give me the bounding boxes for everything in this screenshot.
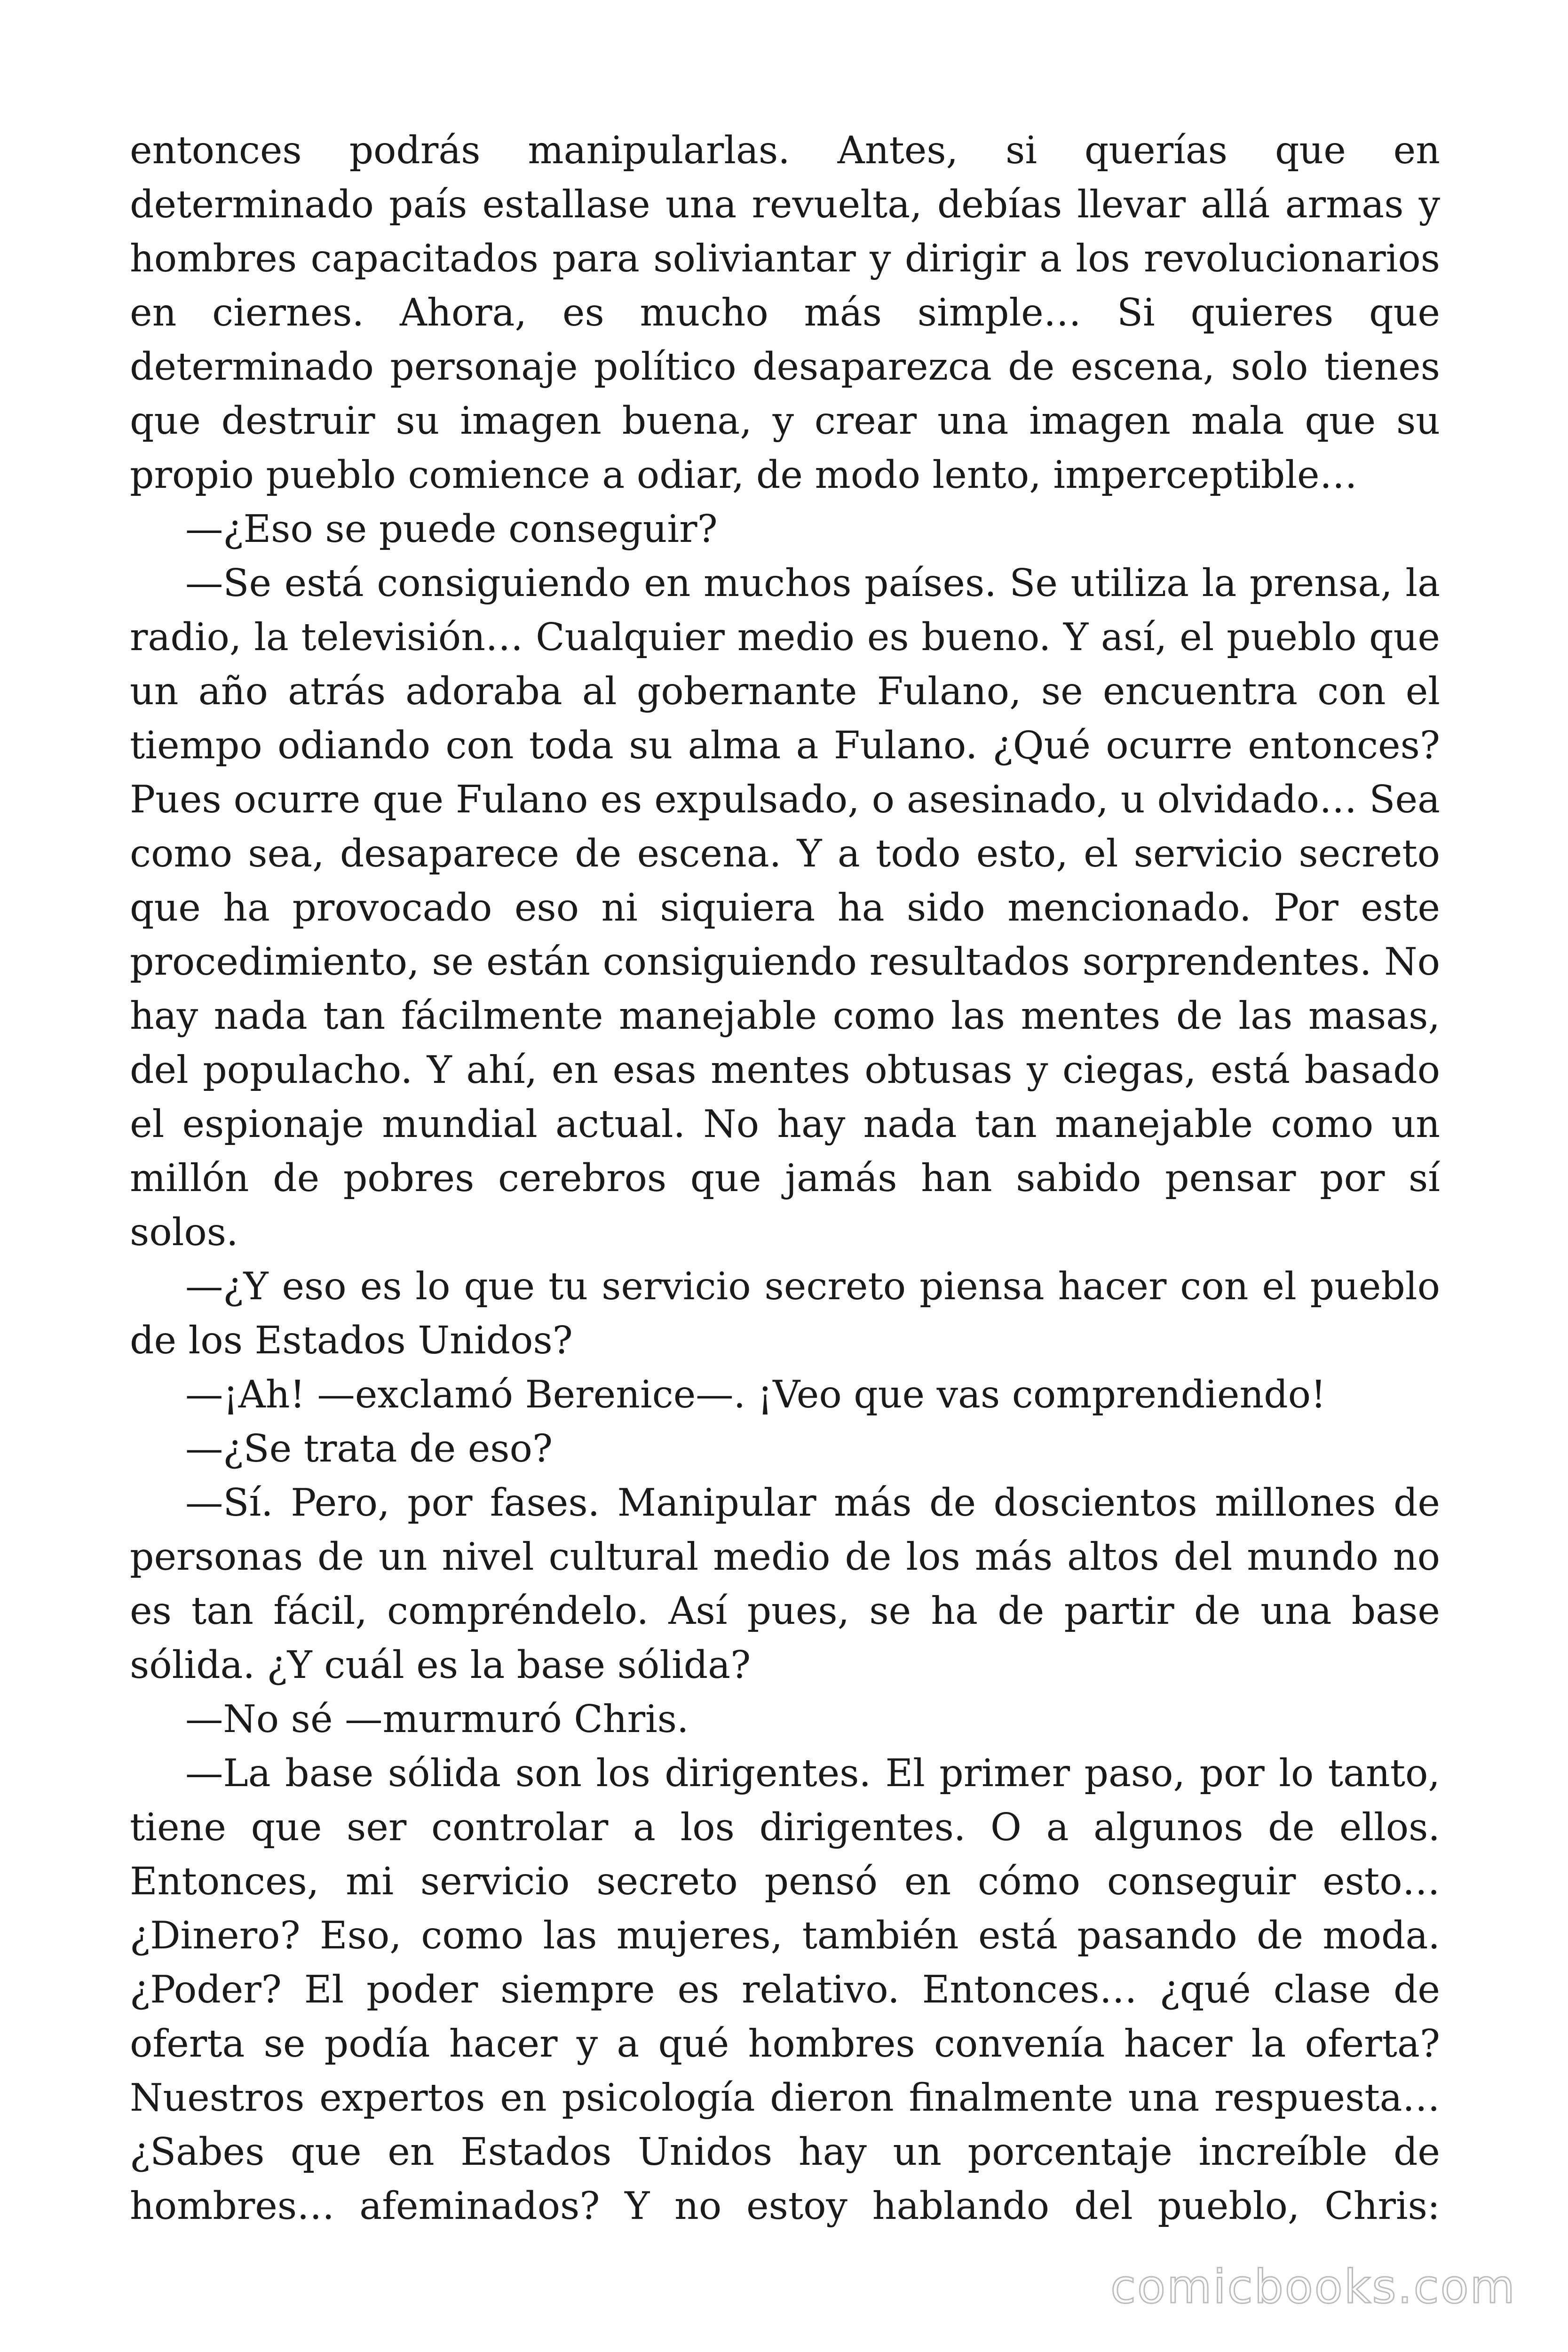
paragraph-8: —No sé —murmuró Chris. [185, 1697, 689, 1741]
paragraph-9: —La base sólida son los dirigentes. El primer paso, por lo tanto, tiene que ser controlar a los dirigentes. O a algunos de ellos. Entonces, mi servicio secreto pensó en cómo conseguir esto… ¿Dinero? Eso, como las mujeres, también está pasando de moda. ¿Poder? El poder siempre es relativo. Entonces… ¿qué clase de oferta se podía hacer y a qué hombres convenía hacer la oferta? Nuestros expertos en psicología dieron finalmente una respuesta… ¿Sabes que en Estados Unidos hay un porcentaje increíble de hombres… afeminados? Y no estoy hablando del pueblo, Chris: [130, 1751, 1440, 2228]
watermark-logo: comicbooks.com [1110, 2260, 1516, 2314]
paragraph-4: —¿Y eso es lo que tu servicio secreto piensa hacer con el pueblo de los Estados Unidos? [130, 1264, 1440, 1362]
paragraph-3: —Se está consiguiendo en muchos países. Se utiliza la prensa, la radio, la televisión… Cualquier medio es bueno. Y así, el pueblo que un año atrás adoraba al gobernante Fulano, se encuentra con el tiempo odiando con toda su alma a Fulano. ¿Qué ocurre entonces? Pues ocurre que Fulano es expulsado, o asesinado, u olvidado… Sea como sea, desaparece de escena. Y a todo esto, el servicio secreto que ha provocado eso ni siquiera ha sido mencionado. Por este procedimiento, se están consiguiendo resultados sorprendentes. No hay nada tan fácilmente manejable como las mentes de las masas, del populacho. Y ahí, en esas mentes obtusas y ciegas, está basado el espionaje mundial actual. No hay nada tan manejable como un millón de pobres cerebros que jamás han sabido pensar por sí solos. [130, 561, 1440, 1254]
paragraph-7: —Sí. Pero, por fases. Manipular más de doscientos millones de personas de un nivel cultural medio de los más altos del mundo no es tan fácil, compréndelo. Así pues, se ha de partir de una base sólida. ¿Y cuál es la base sólida? [130, 1480, 1440, 1687]
page-body [130, 123, 1440, 2233]
paragraph-2: —¿Eso se puede conseguir? [185, 507, 718, 551]
paragraph-1: entonces podrás manipularlas. Antes, si querías que en determinado país estallase una revuelta, debías llevar allá armas y hombres capacitados para soliviantar y dirigir a los revolucionarios en ciernes. Ahora, es mucho más simple… Si quieres que determinado personaje político desaparezca de escena, solo tienes que destruir su imagen buena, y crear una imagen mala que su propio pueblo comience a odiar, de modo lento, imperceptible… [130, 128, 1440, 497]
paragraph-5: —¡Ah! —exclamó Berenice—. ¡Veo que vas comprendiendo! [185, 1372, 1326, 1416]
paragraph-6: —¿Se trata de eso? [185, 1426, 553, 1470]
